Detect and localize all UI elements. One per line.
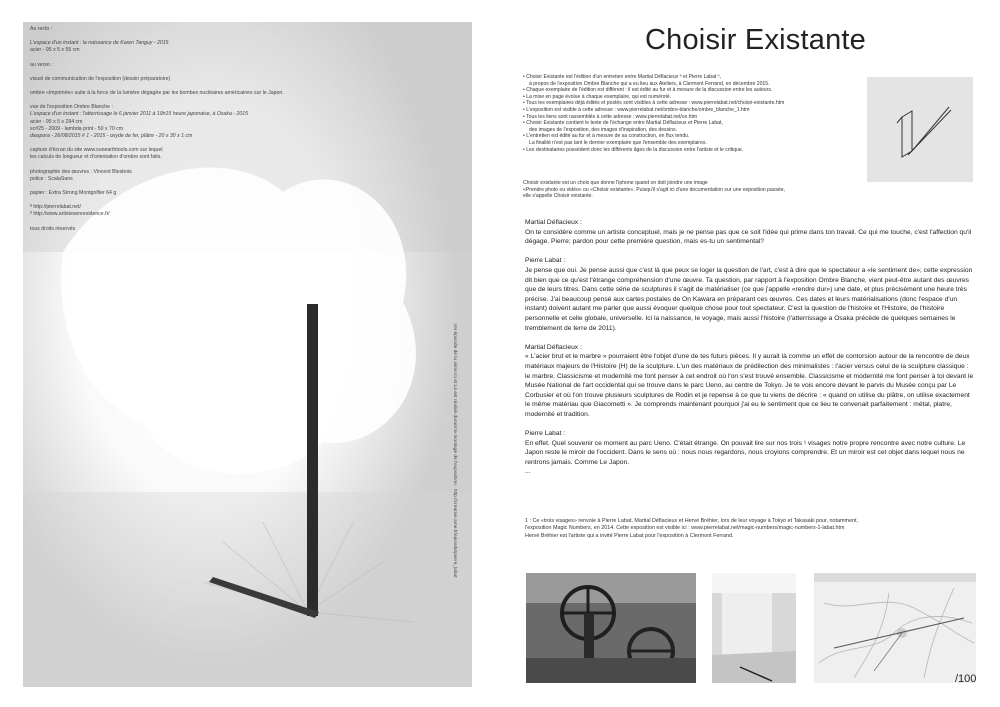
bullet-item: • Choisir Existante est l'édition d'un entretien entre Martial Déflacieux ª et Pierre Labat º,	[523, 74, 722, 80]
credit-line: L'espace d'un instant : l'atterrissage le 6 janvier 2011 à 19h15 heure japonaise, à Osaka - 2015	[30, 111, 249, 118]
speech-paragraph: On te considère comme un artiste conceptuel, mais je ne pense pas que ce soit l'idée qui prime dans ton travail. Ce qui me touche, c'est l'affection qu'il dégage. Pierre; pardon pour cette première question, mais es-tu un sentimental?	[525, 228, 972, 246]
gallery-photo	[712, 573, 796, 683]
footnote-line: 1 : Ce «trois visages» renvoie à Pierre Labat, Martial Déflacieux et Hervé Bréhier, lors de leur voyage à Tokyo et Takasaki pour, notamment,	[525, 518, 858, 524]
speaker-name: Martial Déflacieux :	[525, 343, 582, 351]
bullet-item: • L'entretien est édité au fur et à mesure de sa construction, en flux tendu.	[523, 133, 690, 140]
credit-line: diaspora - 26/08/2015 # 1 - 2015 - oxyde de fer, plâtre - 20 x 30 x 1 cm	[30, 133, 193, 140]
credit-line: ombre «imprimée» suite à la force de la lumière dégagée par les bombes nucléaires américaines sur le Japon.	[30, 90, 284, 97]
credit-line: les calculs de longueur et d'orientation d'ombre sont faits.	[30, 154, 162, 161]
credit-line: L'espace d'un instant : la naissance de Karen Tanguy - 2015	[30, 40, 169, 47]
speaker-name: Pierre Labat :	[525, 257, 566, 265]
speech-paragraph: « L'acier brut et le marbre » pourraient être l'objet d'une de tes futurs pièces. Il y aurait là comme un effet de contorsion autour de la rencontre de deux matériaux majeurs de l'Histoire (H) de la sculpture. L'un des matériaux de prédilection des minimalistes : l'acier versus celui de la sculpture classique : le marbre. Classicisme et modernité me font penser à cet endroit où l'on s'est trouvé ensemble. Classicisme et modernité me font penser à toi devant le Musée National de l'art occidental qui se trouve dans le parc Ueno, au centre de Tokyo. Je te vois encore devant le parvis du Musée conçu par Le Corbusier et où l'on trouve plusieurs sculptures de Rodin et je repense à ce que tu viens de décrire : « quand on utilise du plâtre, on utilise exactement le même matériau que Giacometti ». Je comprends maintenant pourquoi j'ai eu le sentiment que ce lieu te convenait parfaitement : métal, platre, modernité et tradition.	[525, 353, 974, 418]
speaker-name: Pierre Labat :	[525, 430, 566, 438]
ellipsis: ...	[525, 468, 531, 476]
speaker-name: Martial Déflacieux :	[525, 219, 582, 226]
intro-note	[523, 180, 853, 200]
speech-paragraph: Je pense que oui. Je pense aussi que c'est là que peux se loger la question de l'art, c'est à dire que le spectateur a «le sentiment de»; cette expression dit bien que ce qu'est l'étrange compréhension d'une œuvre. Ta question, par rapport à l'exposition Ombre Blanche, vient peut-être autant des œuvres que de leurs titres. Dans cette série de sculptures il s'agit de matérialiser (ce que j'appelle «rendre dur») une date, et plus précisément une heure très précise. J'ai beaucoup pensé aux cartes postales de On Kawara en préparant ces œuvres. Ces dates et leurs matérialisations (donc l'espace d'un instant) doivent autant me parler que aussi évoquer quelque chose pour tout spectateur. C'est la question de l'histoire et l'Histoire, de l'histoire personnelle et celle globale, universelle. Ici la naissance, le voyage, mais aussi l'histoire (l'atterrissage a Osaka précède de quelques semaines le tremblement de terre de 2011).	[525, 266, 973, 332]
credit-line: acier - 95 x 5 x 55 cm	[30, 47, 80, 54]
credit-link[interactable]: ª http://pierrelabat.net/	[30, 204, 81, 211]
footnote	[525, 518, 975, 540]
footnote-line: Hervé Bréhier est l'artiste qui a invité Pierre Labat pour l'exposition à Clermont Ferrand.	[525, 532, 734, 539]
credit-line: visuel de communication de l'exposition (dessin préparatoire)	[30, 75, 171, 82]
credit-link[interactable]: º http://www.artistesenresidence.fr/	[30, 211, 110, 218]
map-screenshot	[814, 573, 976, 683]
credits	[30, 26, 430, 233]
bullet-item: La finalité n'est pas tant le dernier exemplaire que l'ensemble des exemplaires.	[529, 139, 707, 146]
left-page	[23, 22, 472, 687]
page-number: /100	[955, 673, 977, 685]
bullet-item: • Chaque exemplaire de l'édition est différent : il est édité au fur et à mesure de la discussion entre les auteurs.	[523, 87, 773, 94]
credit-line: Au recto :	[30, 26, 53, 32]
vertical-caption: Un épisode de la série Ici et Là est réalisé durant le montage de l'exposition · http://creative.ame.fr/episode/pierre_labat	[452, 324, 457, 578]
bullet-item: • La mise en page évolue à chaque exemplaire, qui est numéroté.	[523, 93, 672, 100]
speech-paragraph: En effet. Quel souvenir ce moment au parc Ueno. C'était étrange. On pouvait lire sur nos trois ¹ visages notre propre rencontre avec notre culture. Le Japon reste le miroir de l'occident. Dans le sens où : nous nous regardons, nous croyions comprendre. Et un miroir est cet objet dans lequel nous ne rentrons jamais. Comme Le Japon.	[525, 439, 966, 466]
credit-line: au verso :	[30, 61, 53, 68]
bullet-item: des images de l'exposition, des images d'inspiration, des dessins.	[529, 126, 678, 133]
bullet-item: • Tous les exemplaires déjà édités et postés sont visibles à cette adresse : www.pierrelabat.net/choisir-existante.htm	[523, 100, 785, 107]
credit-line: sc#25 - 2009 - lambda print - 50 x 70 cm	[30, 125, 124, 132]
credit-line: police : ScalaSans	[30, 175, 73, 182]
bullet-item: à propos de l'exposition Ombre Blanche qui a eu lieu aux Ateliers, à Clermont Ferrand, en décembre 2015.	[529, 80, 770, 87]
valve-photo	[526, 573, 696, 683]
page-title: Choisir Existante	[645, 24, 866, 56]
footnote-line: l'exposition Magic Numbers, en 2014. Cette exposition est visible ici : www.pierrelabat.net/magic-numbers/magic-numbers-1-labat.htm	[525, 525, 845, 532]
drawing-thumbnail	[867, 77, 973, 182]
credit-line: tous droits réservés	[30, 225, 76, 232]
right-page	[511, 22, 981, 692]
bullet-item: • Les destinataires possèdent donc les différents âges de la discussion entre l'artiste et le critique.	[523, 146, 744, 153]
bullet-list	[523, 74, 853, 153]
bullet-item: • Choisir Existante contient le texte de l'échange entre Martial Déflacieux et Pierre Labat,	[523, 120, 723, 127]
credit-line: capture d'écran du site www.sunearthtools.com sur lequel	[30, 147, 163, 154]
credit-line: acier - 95 x 5 x 294 cm	[30, 118, 83, 125]
bullet-item: • L'exposition est visible à cette adresse : www.pierrelabat.net/ombre-blanche/ombre_blanche_1.htm	[523, 106, 750, 113]
note-line: elle s'appelle Choisir existante.	[523, 193, 593, 200]
bullet-item: • Tous les liens sont rassemblés à cette adresse : www.pierrelabat.net/ce.htm	[523, 113, 698, 120]
credit-line: vue de l'exposition Ombre Blanche :	[30, 104, 113, 111]
note-line: «Prendre photo ou vidéo» ou «Choisir existante». Puisqu'il s'agit ici d'une documentation sur une exposition passée,	[523, 186, 786, 193]
credit-line: papier : Extra Strong Montgolfier 64 g	[30, 190, 117, 197]
interview-text	[525, 218, 975, 477]
note-line: Choisir existante est un choix que donne l'iphone quand on doit joindre une image	[523, 180, 708, 186]
credit-line: photographie des œuvres : Vincent Blesbois	[30, 168, 132, 175]
